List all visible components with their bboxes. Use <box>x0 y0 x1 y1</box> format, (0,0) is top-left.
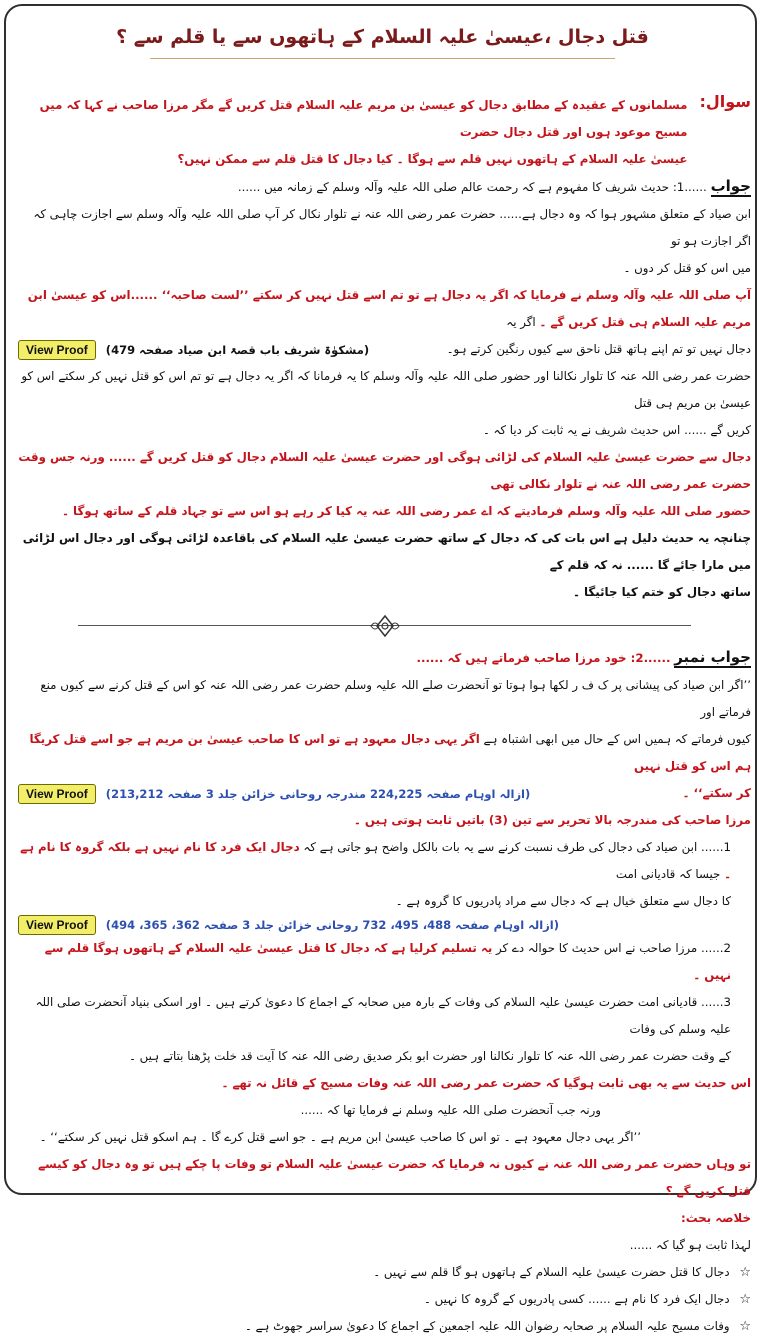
answer1-paragraph1-line2: میں اس کو قتل کر دوں ۔ <box>623 261 751 275</box>
view-proof-button-2[interactable]: View Proof <box>18 784 96 804</box>
summary-item-3 <box>18 1313 751 1340</box>
answer2-else-line: ورنہ جب آنحضرت صلی اللہ علیہ وسلم نے فرمایا تھا کہ ...... <box>300 1103 601 1117</box>
article-body <box>18 92 751 1340</box>
star-bullet-icon: ☆ <box>739 1292 751 1307</box>
answer1-paragraph3-row <box>18 336 751 363</box>
answer1-reference: (مشکوٰۃ شریف باب قصۃ ابن صیاد صفحہ 479) <box>105 342 370 357</box>
answer1-paragraph2-black: اگر یہ <box>506 315 536 329</box>
answer2-conclusion: اس حدیث سے یہ بھی ثابت ہوگیا کہ حضرت عمر رضی اللہ عنہ وفات مسیح کے قائل نہ تھے ۔ <box>221 1076 751 1090</box>
summary-item-3-text: وفات مسیح علیہ السلام پر صحابہ رضوان اللہ علیہ اجمعین کے اجماع کا دعویٰ سراسر جھوٹ ہے ۔ <box>244 1319 730 1333</box>
star-bullet-icon: ☆ <box>739 1265 751 1280</box>
answer2-point1-tail: جیسا کہ قادیانی امت <box>615 867 721 881</box>
summary-heading: خلاصہ بحث: <box>680 1211 751 1225</box>
answer1-ref-group <box>18 340 369 360</box>
answer2-reference3: (ازالہ اوہام صفحہ 488، 495، 732 روحانی خزائن جلد 3 صفحہ 362، 365، 494) <box>105 918 559 932</box>
answer1-paragraph2-red: آپ صلی اللہ علیہ وآلہ وسلم نے فرمایا کہ اگر یہ دجال ہے تو تم اسے قتل نہیں کر سکتے ’’لست صاحبہ‘‘ ......اس کو عیسیٰ ابن مریم علیہ السلام ہی قتل کریں گے ۔ <box>27 288 751 329</box>
answer2-quote-line3-row <box>18 780 751 807</box>
answer2-label: جواب نمبر <box>674 648 751 666</box>
answer2-quote-line2 <box>18 726 751 780</box>
title-underline <box>150 58 615 59</box>
answer1-paragraph5-line2: حضور صلی اللہ علیہ وآلہ وسلم فرمادیتے کہ اے عمر رضی اللہ عنہ یہ کیا کر رہے ہو اس سے تو جہاد قلم کے ساتھ ہوگا ۔ <box>62 504 751 518</box>
answer1-intro-text: ......1: حدیث شریف کا مفہوم ہے کہ رحمت عالم صلی اللہ علیہ وآلہ وسلم کے زمانہ میں ...... <box>237 180 707 194</box>
answer2-point1-red: دجال ایک فرد کا نام نہیں ہے بلکہ گروہ کا نام ہے ۔ <box>20 840 731 881</box>
answer2-ref3-row <box>18 915 751 935</box>
star-bullet-icon: ☆ <box>739 1319 751 1334</box>
view-proof-button-3[interactable]: View Proof <box>18 915 96 935</box>
view-proof-button-1[interactable]: View Proof <box>18 340 96 360</box>
question-text-line1: مسلمانوں کے عقیدہ کے مطابق دجال کو عیسیٰ بن مریم علیہ السلام قتل کریں گے مگر مرزا صاحب نے کہا کہ میں مسیح موعود ہوں اور قتل دجال حضرت <box>39 98 688 139</box>
question-block <box>18 92 751 173</box>
answer2-quote-line3: کر سکتے‘‘ ۔ <box>682 786 751 800</box>
question-label: سوال: <box>699 92 751 111</box>
answer2-quote-line1: ’’اگر ابن صیاد کی پیشانی پر ک ف ر لکھا ہوا ہوتا تو آنحضرت صلے اللہ علیہ وسلم حضرت عمر رضی اللہ عنہ کو اس کے قتل کرنے سے کیوں منع فرماتے اور <box>40 678 751 719</box>
answer2-ref-group <box>18 784 530 804</box>
summary-lead: لہذا ثابت ہو گیا کہ ...... <box>629 1238 751 1252</box>
summary-item-1-text: دجال کا قتل حضرت عیسیٰ علیہ السلام کے ہاتھوں ہو گا قلم سے نہیں ۔ <box>373 1265 730 1279</box>
answer2-quote-line2-red: اگر یہی دجال معہود ہے تو اس کا صاحب عیسیٰ بن مریم ہے جو اسے قتل کریگا ہم اس کو قتل نہیں <box>29 732 751 773</box>
answer2-point2-red: یہ تسلیم کرلیا ہے کہ دجال کا قتل عیسیٰ علیہ السلام کے ہاتھوں ہوگا قلم سے نہیں ۔ <box>44 941 731 982</box>
answer2-ref3-group <box>18 915 559 935</box>
answer2-quote2: ’’اگر یہی دجال معہود ہے ۔ تو اس کا صاحب عیسیٰ ابن مریم ہے ۔ جو اسے قتل کرے گا ۔ ہم اسکو قتل نہیں کر سکتے‘‘ ۔ <box>39 1130 641 1144</box>
answer2-point3-line1: 3...... قادیانی امت حضرت عیسیٰ علیہ السلام کی وفات کے بارہ میں صحابہ کے اجماع کا دعویٰ کرتے ہیں ۔ اور اسکی بنیاد آنحضرت صلی اللہ علیہ وسلم کی وفات <box>35 995 731 1036</box>
answer2-point3-line2: کے وقت حضرت عمر رضی اللہ عنہ کا تلوار نکالنا اور حضرت ابو بکر صدیق رضی اللہ عنہ کا آیت قد خلت پڑھنا بتاتے ہیں ۔ <box>128 1049 731 1063</box>
answer1-paragraph6-line1: چنانچہ یہ حدیث دلیل ہے اس بات کی کہ دجال کے ساتھ حضرت عیسیٰ علیہ السلام کی باقاعدہ لڑائی ہوگی اور دجال اس لڑائی میں مارا جائے گا ...... نہ کہ قلم کے <box>22 531 751 572</box>
answer2-point1-black: 1...... ابن صیاد کی دجال کی طرف نسبت کرنے سے یہ بات بالکل واضح ہو جاتی ہے کہ <box>303 840 731 854</box>
answer2-intro-text: ......2: خود مرزا صاحب فرماتے ہیں کہ ...... <box>416 651 671 665</box>
answer1-intro <box>18 173 751 201</box>
answer2-point2-black: 2...... مرزا صاحب نے اس حدیث کا حوالہ دے کر <box>496 941 731 955</box>
answer2-point1-line1 <box>18 834 751 888</box>
answer1-paragraph6-line2: ساتھ دجال کو ختم کیا جائیگا ۔ <box>572 585 751 599</box>
page-title: قتل دجال ،عیسیٰ علیہ السلام کے ہاتھوں سے یا قلم سے ؟ <box>116 26 649 48</box>
answer2-reference: (ازالہ اوہام صفحہ 224,225 مندرجہ روحانی خزائن جلد 3 صفحہ 213,212) <box>105 786 531 801</box>
answer1-paragraph1-line1: ابن صیاد کے متعلق مشہور ہوا کہ وہ دجال ہے...... حضرت عمر رضی اللہ عنہ نے تلوار نکال کر آپ صلی اللہ علیہ وآلہ وسلم سے اجازت چاہی کہ اگر اجازت ہو تو <box>33 207 751 248</box>
answer1-paragraph5-line1: دجال سے حضرت عیسیٰ علیہ السلام کی لڑائی ہوگی اور حضرت عیسیٰ علیہ السلام دجال کو قتل کریں گے ...... ورنہ جس وقت حضرت عمر رضی اللہ عنہ نے تلوار نکالی تھی <box>18 450 751 491</box>
summary-item-2-text: دجال ایک فرد کا نام ہے ...... کسی پادریوں کے گروہ کا نہیں ۔ <box>423 1292 730 1306</box>
answer1-paragraph3: دجال نہیں تو تم اپنے ہاتھ قتل ناحق سے کیوں رنگین کرتے ہو۔ <box>446 342 751 356</box>
summary-item-2 <box>18 1286 751 1313</box>
section-divider <box>18 612 751 640</box>
answer2-point1-line2: کا دجال سے متعلق خیال ہے کہ دجال سے مراد پادریوں کا گروہ ہے ۔ <box>395 894 731 908</box>
answer2-heading3: مرزا صاحب کی مندرجہ بالا تحریر سے تین (3) باتیں ثابت ہوتی ہیں ۔ <box>353 813 751 827</box>
answer1-label: جواب <box>710 177 751 195</box>
answer2-intro <box>18 644 751 672</box>
answer2-quote-line2-black: کیوں فرماتے کہ ہمیں اس کے حال میں ابھی اشتباہ ہے <box>483 732 751 746</box>
answer2-point2 <box>18 935 751 989</box>
answer2-question: تو وہاں حضرت عمر رضی اللہ عنہ نے کیوں نہ فرمایا کہ حضرت عیسیٰ علیہ السلام تو وفات پا چکے ہیں تو وہ دجال کو کیسے قتل کریں گے ؟ <box>38 1157 751 1198</box>
answer1-paragraph2 <box>18 282 751 336</box>
summary-item-1 <box>18 1259 751 1286</box>
answer1-paragraph4-line1: حضرت عمر رضی اللہ عنہ کا تلوار نکالنا اور حضور صلی اللہ علیہ وآلہ وسلم کا یہ فرمانا کہ اگر یہ دجال ہے تو تم اس کو قتل نہیں کر سکتے اس کو عیسیٰ بن مریم ہی قتل <box>21 369 751 410</box>
ornament-icon <box>367 614 403 638</box>
answer1-paragraph4-line2: کریں گے ...... اس حدیث شریف نے یہ ثابت کر دیا کہ ۔ <box>482 423 751 437</box>
question-text-line2: عیسیٰ علیہ السلام کے ہاتھوں نہیں قلم سے ہوگا ۔ کیا دجال کا قتل قلم سے ممکن نہیں؟ <box>177 152 688 166</box>
